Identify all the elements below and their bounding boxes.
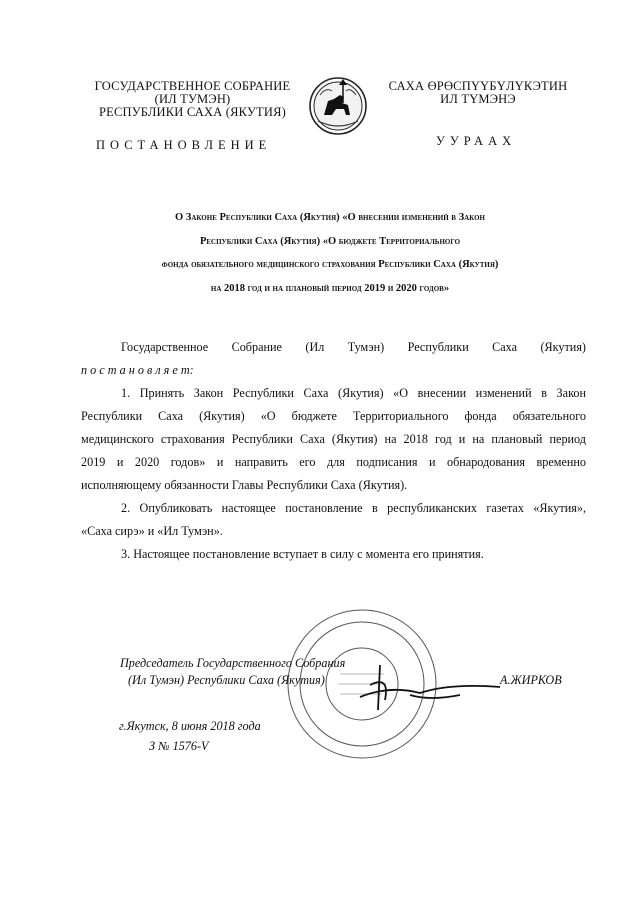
document-title (95, 206, 565, 300)
doc-type-sah: УУРААХ (436, 134, 517, 148)
header-right (378, 80, 578, 106)
item-3: 3. Настоящее постановление вступает в силу с момента его принятия. (121, 547, 484, 561)
place-date: г.Якутск, 8 июня 2018 года (119, 719, 261, 733)
intro-line-2: п о с т а н о в л я е т: (81, 363, 194, 377)
header-left-line-3: РЕСПУБЛИКИ САХА (ЯКУТИЯ) (99, 105, 286, 119)
item-2 (81, 497, 586, 543)
title-line-3: фонда обязательного медицинского страхования Республики Саха (Якутия) (161, 259, 499, 270)
item-1-line-5: исполняющему обязанности Главы Республики Саха (Якутия). (81, 478, 408, 492)
signatory-position-line-1: Председатель Государственного Собрания (120, 656, 346, 670)
doc-type-ru: ПОСТАНОВЛЕНИЕ (96, 138, 272, 152)
title-line-2: Республики Саха (Якутия) «О бюджете Территориального (199, 235, 461, 247)
header-right-line-1: САХА ӨРӨСПҮҮБҮЛҮКЭТИН (388, 79, 568, 93)
title-line-4: на 2018 год и на плановый период 2019 и 2020 годов» (210, 282, 450, 294)
header-left-line-1: ГОСУДАРСТВЕННОЕ СОБРАНИЕ (94, 79, 291, 93)
item-1-line-4: 2019 и 2020 годов» и направить его для подписания и обнародования временно (81, 455, 586, 469)
title-line-1: О Законе Республики Саха (Якутия) «О внесении изменений в Закон (175, 212, 485, 223)
item-1-line-1: 1. Принять Закон Республики Саха (Якутия) «О внесении изменений в Закон (121, 386, 586, 400)
item-1-line-3: медицинского страхования Республики Саха (Якутия) на 2018 год и на плановый период (81, 432, 586, 446)
item-1 (81, 382, 586, 497)
header-right-line-2: ИЛ ТҮМЭНЭ (440, 92, 516, 106)
signatory-name: А.ЖИРКОВ (500, 673, 562, 687)
signatory-position-line-2: (Ил Тумэн) Республики Саха (Якутия) (128, 673, 325, 687)
signature-scribble (350, 655, 510, 715)
header-left (70, 80, 315, 119)
intro-line-1: Государственное Собрание (Ил Тумэн) Республики Саха (Якутия) (121, 340, 586, 354)
header-left-line-2: (ИЛ ТУМЭН) (154, 92, 231, 106)
item-2-line-2: «Саха сирэ» и «Ил Тумэн». (81, 524, 223, 538)
item-2-line-1: 2. Опубликовать настоящее постановление в республиканских газетах «Якутия», (121, 501, 586, 515)
item-1-line-2: Республики Саха (Якутия) «О бюджете Территориального фонда обязательного (81, 409, 586, 423)
coat-of-arms-emblem (306, 73, 370, 137)
document-number: З № 1576-V (149, 739, 209, 753)
